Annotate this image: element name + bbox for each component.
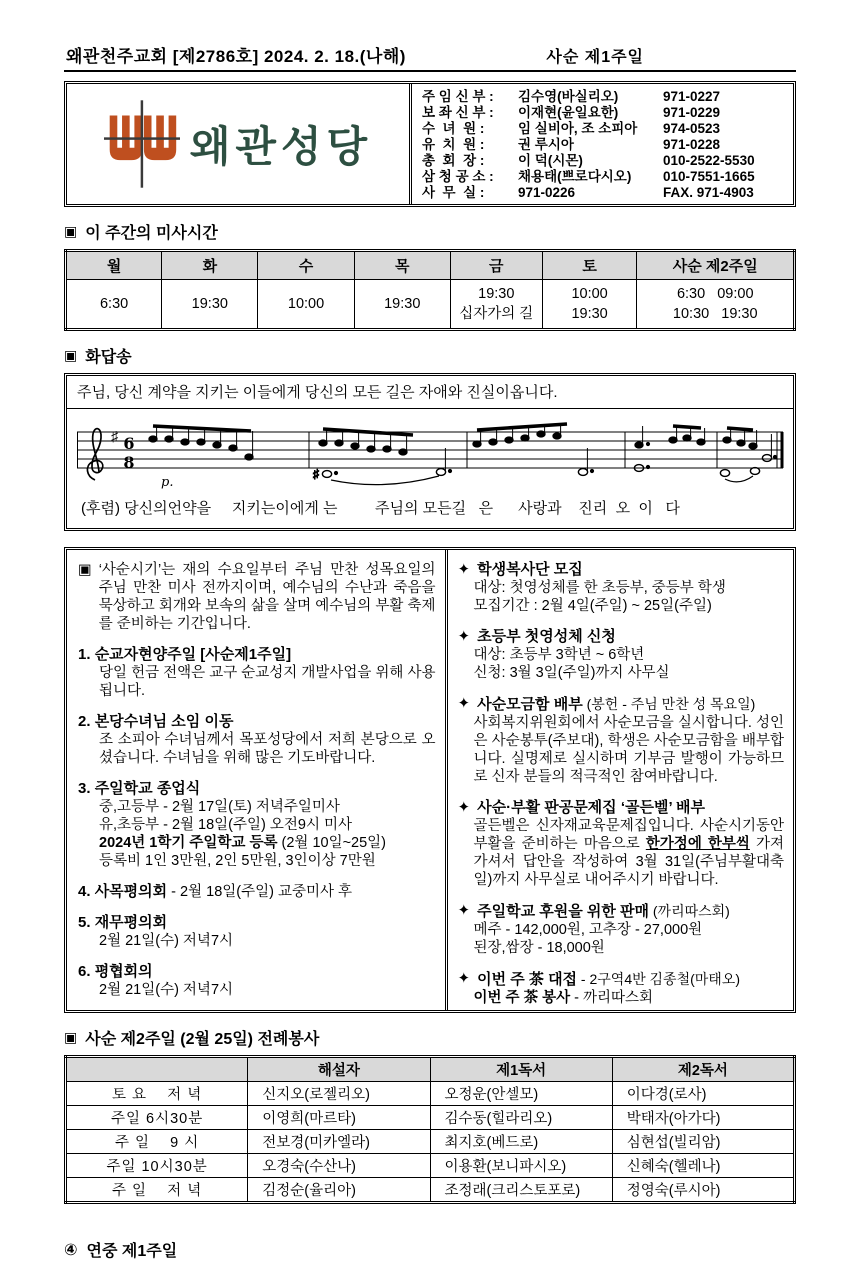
mass-header-sun: 사순 제2주일: [637, 251, 795, 280]
mass-cell: 19:30: [354, 280, 450, 330]
contact-row: [422, 137, 785, 153]
liturgy-row: 주 일 저 녁 김정순(율리아) 조정래(크리스토포로) 정영숙(루시아): [66, 1178, 795, 1203]
contact-name: 이 덕(시몬): [518, 153, 583, 168]
bulletin-title: 왜관천주교회 [제2786호] 2024. 2. 18.(나해): [66, 47, 406, 66]
notice-item: 5. 재무평의회 2월 21일(수) 저녁7시: [78, 914, 234, 949]
notice-item: 4. 사목평의회 - 2월 18일(주일) 교중미사 후: [78, 883, 353, 900]
contact-phone: FAX. 971-4903: [663, 185, 754, 200]
psalm-section-title: 화답송: [85, 349, 132, 366]
church-crest-icon: [104, 99, 180, 189]
notice-item: 3. 주일학교 종업식 중,고등부 - 2월 17일(토) 저녁주일미사 유,초등부 - 2월 18일(주일) 오전9시 미사 2024년 1학기 주일학교 등록 (2월 10일~25일) 등록비 1인 3만원, 2인 5만원, 3인이상 7만원: [78, 780, 387, 869]
contact-name: 이재현(윤일요한): [518, 105, 619, 120]
contact-phone: 971-0229: [663, 105, 721, 120]
star-bullet-icon: ✦: [457, 799, 471, 816]
time-signature-top: 6: [123, 434, 135, 453]
liturgy-row: 주 일 9 시 전보경(미카엘라) 최지호(베드로) 심현섭(빌리암): [66, 1130, 795, 1154]
star-bullet-icon: ✦: [457, 970, 471, 987]
contact-phone: 010-7551-1665: [663, 169, 755, 184]
sharp-icon: ♯: [111, 428, 118, 444]
music-notation-icon: [73, 416, 787, 492]
psalm-box: [64, 373, 796, 531]
contact-phone: 010-2522-5530: [663, 153, 755, 168]
notice-item: ✦ 학생복사단 모집 대상: 첫영성체를 한 초등부, 중등부 학생 모집기간 : 2월 4일(주일) ~ 25일(주일): [457, 561, 726, 614]
church-info-box: [64, 81, 796, 207]
footer-text: 연중 제1주일: [86, 1243, 178, 1260]
liturgy-header-row: [66, 1057, 795, 1082]
square-bullet-icon: ▣: [64, 223, 78, 239]
liturgy-row: 주일 6시30분 이영희(마르타) 김수동(힐라리오) 박태자(아가다): [66, 1106, 795, 1130]
contact-label: 총 회 장 :: [422, 153, 485, 168]
contact-name: 채용태(쁘로다시오): [518, 169, 632, 184]
notice-item: ✦ 주일학교 후원을 위한 판매 (까리따스회) 메주 - 142,000원, 고추장 - 27,000원 된장,쌈장 - 18,000원: [457, 902, 730, 956]
square-bullet-icon: ▣: [64, 1029, 78, 1045]
church-name: 왜관성당: [189, 123, 373, 170]
contact-name: 임 실비아, 조 소피아: [518, 121, 638, 136]
notices-box: [64, 547, 796, 1013]
contact-row: [422, 169, 785, 185]
square-bullet-icon: ▣: [78, 562, 92, 578]
mass-header-thu: 목: [354, 251, 450, 280]
contact-row: [422, 185, 785, 201]
liturgy-header-commentator: 해설자: [248, 1057, 430, 1082]
contact-label: 수 녀 원 :: [422, 121, 485, 136]
liturgy-header-time: [66, 1057, 248, 1082]
mass-cell: 10:00 19:30: [542, 280, 637, 330]
contact-name: 권 루시아: [518, 137, 574, 152]
mass-cell: 6:30: [66, 280, 162, 330]
music-staff: [67, 409, 793, 528]
lent-intro: [78, 561, 436, 633]
contact-name: 971-0226: [518, 185, 576, 200]
church-logo: [67, 84, 412, 204]
contact-label: 사 무 실 :: [422, 185, 485, 200]
notice-item: 6. 평협회의 2월 21일(수) 저녁7시: [78, 963, 234, 998]
mass-section-title: 이 주간의 미사시간: [85, 225, 218, 242]
notices-right-column: [445, 550, 793, 1010]
contact-row: [422, 105, 785, 121]
contact-phone: 974-0523: [663, 121, 721, 136]
page-number-icon: ④: [64, 1241, 78, 1259]
contact-row: [422, 153, 785, 169]
dynamic-marking: p.: [161, 475, 174, 490]
liturgy-row: 토 요 저 녁 신지오(로젤리오) 오정운(안셀모) 이다경(로사): [66, 1082, 795, 1106]
mass-cell: 6:30 09:00 10:30 19:30: [637, 280, 795, 330]
psalm-section-heading: [64, 344, 796, 367]
notice-item: 1. 순교자현양주일 [사순제1주일] 당일 헌금 전액은 교구 순교성지 개발사업을 위해 사용됩니다.: [78, 646, 436, 699]
psalm-text: 주님, 당신 계약을 지키는 이들에게 당신의 모든 길은 자애와 진실이옵니다.: [67, 376, 793, 409]
sunday-title: 사순 제1주일: [546, 49, 644, 66]
page-header: [64, 42, 796, 72]
contact-label: 보 좌 신 부 :: [422, 105, 494, 120]
star-bullet-icon: ✦: [457, 902, 471, 919]
contact-row: [422, 121, 785, 137]
liturgy-header-reading2: 제2독서: [612, 1057, 794, 1082]
notice-item: ✦ 사순·부활 판공문제집 ‘골든벨’ 배부 골든벨은 신자재교육문제집입니다. 사순시기동안 부활을 준비하는 마음으로 한가정에 한부씩 가져가셔서 답안을 작성하여 3월 31일(주님부활대축일)까지 사무실로 내어주시기 바랍니다.: [457, 799, 785, 888]
mass-header-tue: 화: [162, 251, 258, 280]
mass-section-heading: [64, 220, 796, 243]
contact-label: 삼 청 공 소 :: [422, 169, 494, 184]
time-signature-bottom: 8: [123, 453, 135, 472]
square-bullet-icon: ▣: [64, 347, 78, 363]
page-footer: [64, 1238, 796, 1261]
contact-phone: 971-0228: [663, 137, 721, 152]
mass-header-wed: 수: [258, 251, 354, 280]
mass-cell: 10:00: [258, 280, 354, 330]
mass-header-fri: 금: [450, 251, 542, 280]
star-bullet-icon: ✦: [457, 561, 471, 578]
liturgy-table: [64, 1055, 796, 1204]
contact-row: [422, 89, 785, 105]
liturgy-row: 주일 10시30분 오경숙(수산나) 이용환(보니파시오) 신혜숙(헬레나): [66, 1154, 795, 1178]
star-bullet-icon: ✦: [457, 628, 471, 645]
mass-times-row: [66, 280, 795, 330]
mass-times-table: [64, 249, 796, 331]
mass-header-sat: 토: [542, 251, 637, 280]
contact-label: 유 치 원 :: [422, 137, 485, 152]
psalm-lyrics: (후렴) 당신의언약을 지키는이에게 는 주님의 모든길 은 사랑과 진리 오 이 다: [81, 500, 680, 517]
mass-cell: 19:30 십자가의 길: [450, 280, 542, 330]
liturgy-header-reading1: 제1독서: [430, 1057, 612, 1082]
contact-list: [412, 84, 793, 204]
notice-item: ✦ 초등부 첫영성체 신청 대상: 초등부 3학년 ~ 6학년 신청: 3월 3일(주일)까지 사무실: [457, 628, 670, 681]
mass-header-mon: 월: [66, 251, 162, 280]
mass-cell: 19:30: [162, 280, 258, 330]
lent-intro-text: ‘사순시기’는 재의 수요일부터 주님 만찬 성목요일의 주님 만찬 미사 전까지이며, 예수님의 수난과 죽음을 묵상하고 회개와 보속의 삶을 살며 예수님의 부활 축제를 준비하는 기간입니다.: [98, 562, 436, 632]
liturgy-section-heading: [64, 1026, 796, 1049]
contact-label: 주 임 신 부 :: [422, 89, 494, 104]
notice-item: 2. 본당수녀님 소임 이동 조 소피아 수녀님께서 목포성당에서 저희 본당으로 오셨습니다. 수녀님을 위해 많은 기도바랍니다.: [78, 713, 436, 766]
liturgy-section-title: 사순 제2주일 (2월 25일) 전례봉사: [85, 1031, 320, 1048]
notice-item: ✦ 이번 주 茶 대접 - 2구역4반 김종철(마태오) 이번 주 茶 봉사 - 까리따스회: [457, 970, 740, 1006]
contact-phone: 971-0227: [663, 89, 721, 104]
notice-item: ✦ 사순모금함 배부 (봉헌 - 주님 만찬 성 목요일) 사회복지위원회에서 사순모금을 실시합니다. 성인은 사순봉투(주보대), 학생은 사순모금함을 배부합니다. 실명제로 실시하며 기부금 발행이 가능하므로 신자 분들의 적극적인 참여바랍니다.: [457, 695, 784, 785]
star-bullet-icon: ✦: [457, 695, 471, 712]
notices-left-column: [67, 550, 445, 1010]
svg-text:♯: ♯: [313, 467, 319, 481]
treble-clef-icon: [87, 429, 102, 480]
contact-name: 김수영(바실리오): [518, 89, 619, 104]
mass-header-row: [66, 251, 795, 280]
